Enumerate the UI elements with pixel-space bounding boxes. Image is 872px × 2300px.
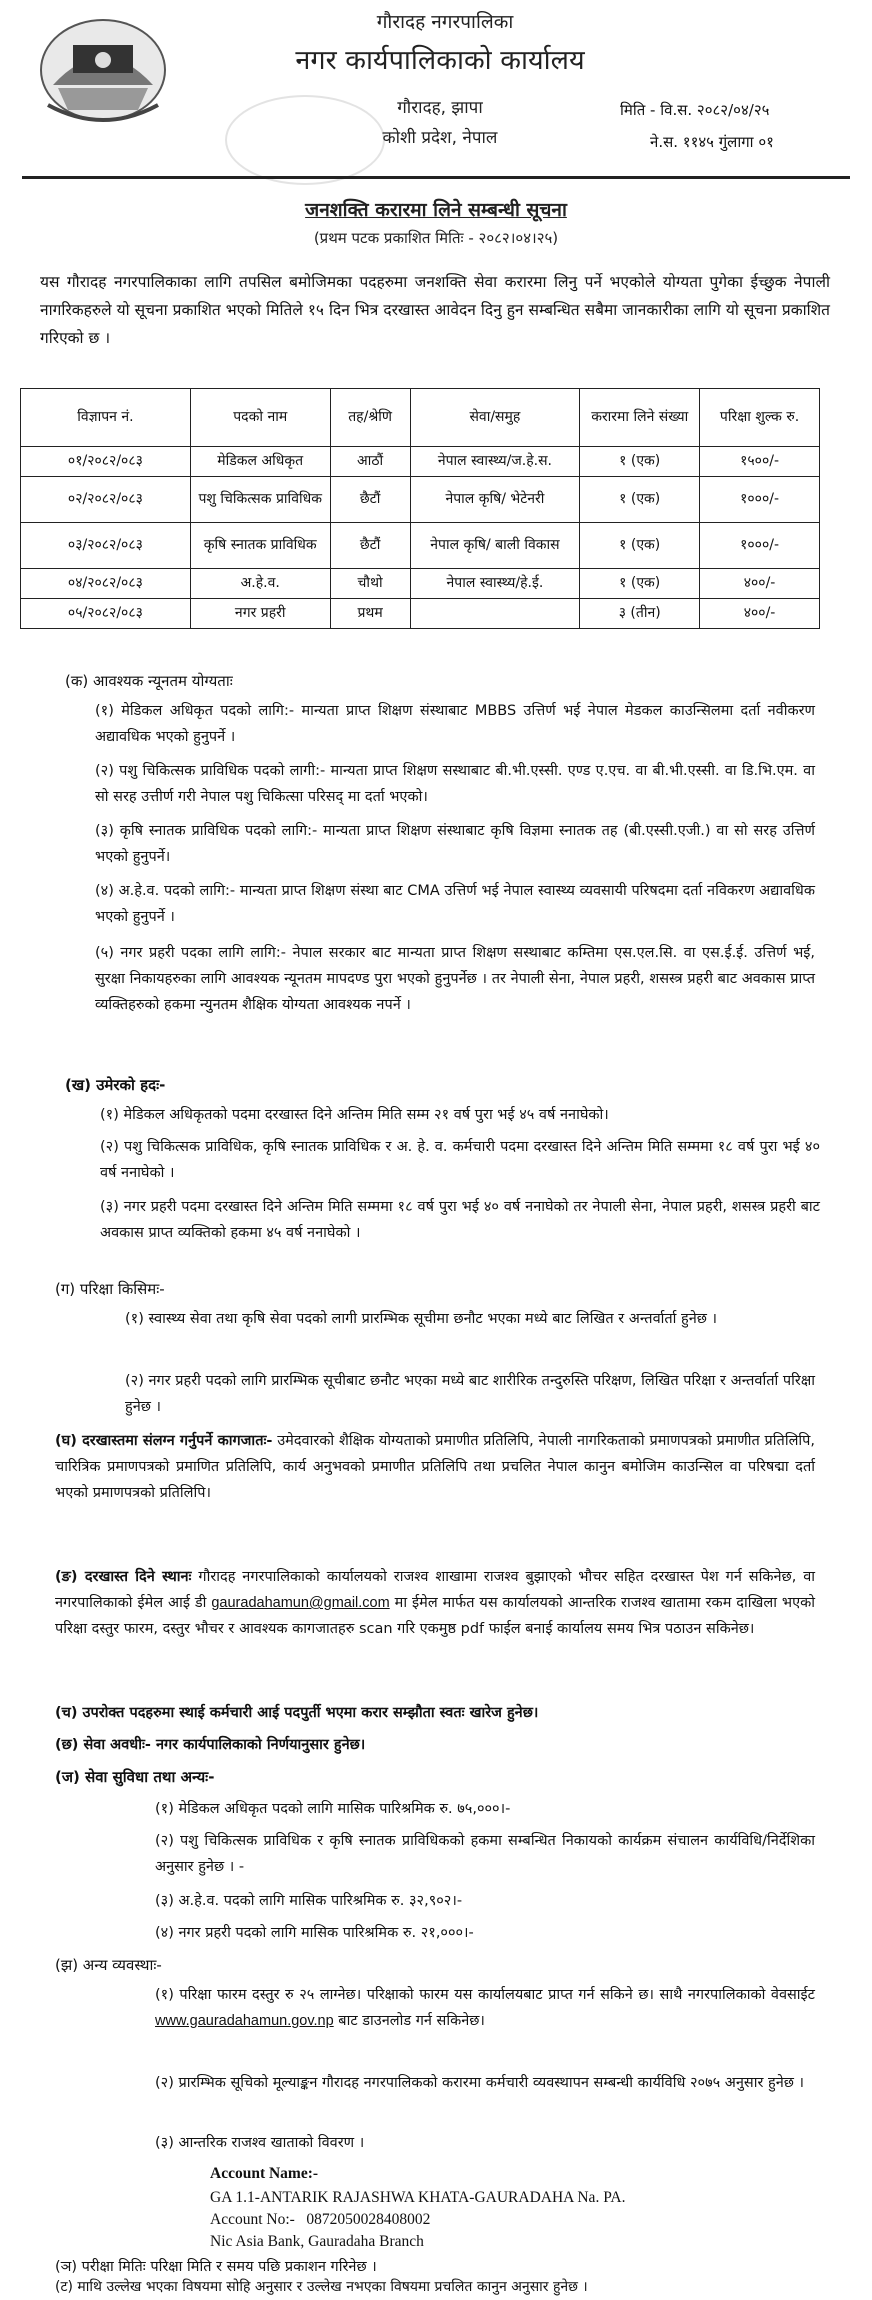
age-item: (१) मेडिकल अधिकृतको पदमा दरखास्त दिने अन्तिम मिति सम्म २१ वर्ष पुरा भई ४५ वर्ष ननाघेको। [100, 1107, 609, 1123]
table-cell: मेडिकल अधिकृत [190, 447, 330, 477]
table-header-row [21, 389, 820, 447]
emblem-logo [28, 10, 178, 140]
vacancy-table [20, 388, 820, 629]
qualification-item: (२) पशु चिकित्सक प्राविधिक पदको लागी:- मान्यता प्राप्त शिक्षण सस्थाबाट बी.भी.एस्सी. एण्ड ए.एच. वा बी.भी.एस्सी. वा डि.भि.एम. वा सो सरह उत्तीर्ण गरी नेपाल पशु चिकित्सा परिसद् मा दर्ता भएको। [95, 763, 815, 805]
table-cell: पशु चिकित्सक प्राविधिक [190, 477, 330, 523]
other-item-1-text-b: बाट डाउनलोड गर्न सकिनेछ। [338, 2013, 485, 2029]
header-divider [22, 176, 850, 179]
facility-item: (४) नगर प्रहरी पदको लागि मासिक पारिश्रमिक रु. २१,०००।- [155, 1925, 474, 1941]
table-cell: ३ (तीन) [580, 599, 700, 629]
documents-text: उमेदवारको शैक्षिक योग्यताको प्रमाणीत प्रतिलिपि, नेपाली नागरिकताको प्रमाणपत्रको प्रमाणीत प्रतिलिपि, चारित्रिक प्रमाणपत्रको प्रमाणित प्रतिलिपि, कार्य अनुभवको प्रमाणीत प्रतिलिपि तथा प्रचलित नेपाल कानुन बमोजिम काउन्सिल वा परिषद्मा दर्ता भएको प्रमाणपत्रको प्रतिलिपि। [55, 1433, 816, 1501]
table-cell: ०२/२०८२/०८३ [21, 477, 191, 523]
table-row [21, 599, 820, 629]
col-header: तह/श्रेणि [330, 389, 410, 447]
qualification-item: (५) नगर प्रहरी पदका लागि लागि:- नेपाल सरकार बाट मान्यता प्राप्त शिक्षण सस्थाबाट कम्तिमा एस.एल.सि. वा एस.ई.ई. उत्तिर्ण भई, सुरक्षा निकायहरुका लागि आवश्यक न्यूनतम मापदण्ड पुरा भएको हुनुपर्नेछ । तर नेपाली सेना, नेपाल प्रहरी, शसस्त्र प्रहरी बाट अवकास प्राप्त व्यक्तिहरुको हकमा न्युनतम शैक्षिक योग्यता आवश्यक नपर्ने । [95, 945, 815, 1013]
other-item-2: (२) प्रारम्भिक सूचिको मूल्याङ्कन गौरादह नगरपालिकको करारमा कर्मचारी व्यवस्थापन सम्बन्धी कार्यविधि २०७५ अनुसार हुनेछ । [155, 2075, 805, 2091]
table-row [21, 523, 820, 569]
misc-clause: (ट) माथि उल्लेख भएका विषयमा सोहि अनुसार र उल्लेख नभएका विषयमा प्रचलित कानुन अनुसार हुनेछ । [55, 2279, 588, 2295]
qualification-item: (४) अ.हे.व. पदको लागि:- मान्यता प्राप्त शिक्षण संस्था बाट CMA उत्तिर्ण भई नेपाल स्वास्थ्य व्यवसायी परिषदमा दर्ता नविकरण अद्यावधिक भएको हुनुपर्ने । [95, 883, 815, 925]
table-cell: १ (एक) [580, 447, 700, 477]
col-header: परिक्षा शुल्क रु. [700, 389, 820, 447]
exam-date-clause: (ञ) परीक्षा मितिः परिक्षा मिति र समय पछि प्रकाशन गरिनेछ । [55, 2259, 377, 2275]
table-cell: अ.हे.व. [190, 569, 330, 599]
table-row [21, 569, 820, 599]
qualification-item: (३) कृषि स्नातक प्राविधिक पदको लागि:- मान्यता प्राप्त शिक्षण संस्थाबाट कृषि विज्ञमा स्नातक तह (बी.एस्सी.एजी.) वा सो सरह उत्तिर्ण भएको हुनुपर्ने। [95, 823, 815, 865]
email-link[interactable]: gauradahamun@gmail.com [211, 1595, 390, 1611]
qualification-item: (१) मेडिकल अधिकृत पदको लागि:- मान्यता प्राप्त शिक्षण संस्थाबाट MBBS उत्तिर्ण भई नेपाल मेडकल काउन्सिलमा दर्ता नवीकरण अद्यावधिक भएको हुनुपर्ने । [95, 703, 815, 745]
age-heading: (ख) उमेरको हदः- [65, 1076, 166, 1094]
table-cell: १०००/- [700, 477, 820, 523]
table-cell: ०१/२०८२/०८३ [21, 447, 191, 477]
other-item-1 [155, 1982, 815, 2034]
letterhead [0, 0, 872, 185]
exam-heading: (ग) परिक्षा किसिमः- [55, 1280, 165, 1298]
table-cell: छैटौं [330, 477, 410, 523]
col-header: करारमा लिने संख्या [580, 389, 700, 447]
table-cell: ४००/- [700, 569, 820, 599]
address-city: गौरादह, झापा [397, 98, 483, 118]
table-cell: १०००/- [700, 523, 820, 569]
bank-name: Nic Asia Bank, Gauradaha Branch [210, 2233, 424, 2250]
table-cell: नेपाल कृषि/ बाली विकास [410, 523, 580, 569]
exam-item: (१) स्वास्थ्य सेवा तथा कृषि सेवा पदको लागी प्रारम्भिक सूचीमा छनौट भएका मध्ये बाट लिखित र अन्तर्वार्ता हुनेछ । [125, 1311, 718, 1327]
address-province: कोशी प्रदेश, नेपाल [382, 128, 498, 148]
table-cell: ०३/२०८२/०८३ [21, 523, 191, 569]
col-header: विज्ञापन नं. [21, 389, 191, 447]
contract-clause: (च) उपरोक्त पदहरुमा स्थाई कर्मचारी आई पदपुर्ती भएमा करार सम्झौता स्वतः खारेज हुनेछ। [55, 1705, 539, 1721]
other-item-3: (३) आन्तरिक राजश्व खाताको विवरण । [155, 2135, 365, 2151]
col-header: सेवा/समुह [410, 389, 580, 447]
submission-text-1: गौरादह नगरपालिकाको कार्यालयको राजश्व शाखामा राजश्व बुझाएको भौचर सहित दरखास्त पेश गर्न सकिनेछ, वा नगरपालिकाको ईमेल आई डी [55, 1569, 816, 1611]
table-cell: कृषि स्नातक प्राविधिक [190, 523, 330, 569]
table-cell: १५००/- [700, 447, 820, 477]
table-cell: चौथो [330, 569, 410, 599]
notice-subtitle: (प्रथम पटक प्रकाशित मितिः - २०८२।०४।२५) [313, 229, 559, 247]
table-cell: १ (एक) [580, 569, 700, 599]
submission-label: (ङ) दरखास्त दिने स्थानः [55, 1569, 192, 1585]
other-item-1-text-a: (१) परिक्षा फारम दस्तुर रु २५ लाग्नेछ। परिक्षाको फारम यस कार्यालयबाट प्राप्त गर्न सकिने छ। साथै नगरपालिकाको वेवसाईट [155, 1987, 815, 2003]
service-period-clause: (छ) सेवा अवधीः- नगर कार्यपालिकाको निर्णयानुसार हुनेछ। [55, 1737, 366, 1753]
table-cell [410, 599, 580, 629]
facility-item: (३) अ.हे.व. पदको लागि मासिक पारिश्रमिक रु. ३२,९०२।- [155, 1893, 463, 1909]
col-header: पदको नाम [190, 389, 330, 447]
submission-text-2: मा ईमेल मार्फत यस कार्यालयको आन्तरिक राजश्व खातामा रकम दाखिला भएको परिक्षा दस्तुर फारम, दस्तुर भौचर र आवश्यक कागजातहरु scan गरि एकमुष्ठ pdf फाईल बनाई कार्यालय समय भित्र पठाउन सकिनेछ। [55, 1595, 816, 1637]
other-heading: (झ) अन्य व्यवस्थाः- [55, 1956, 162, 1974]
table-row [21, 477, 820, 523]
table-cell: छैटौं [330, 523, 410, 569]
table-cell: ०५/२०८२/०८३ [21, 599, 191, 629]
facility-item: (२) पशु चिकित्सक प्राविधिक र कृषि स्नातक प्राविधिकको हकमा सम्बन्धित निकायको कार्यक्रम संचालन कार्यविधि/निर्देशिका अनुसार हुनेछ । - [155, 1833, 815, 1875]
office-name: नगर कार्यपालिकाको कार्यालय [295, 45, 585, 76]
qualifications-heading: (क) आवश्यक न्यूनतम योग्यताः [65, 672, 233, 690]
notice-date: मिति - वि.स. २०८२/०४/२५ [620, 101, 770, 119]
documents-label: (घ) दरखास्तमा संलग्न गर्नुपर्ने कागजातः- [55, 1433, 273, 1449]
table-cell: नेपाल स्वास्थ्य/हे.ई. [410, 569, 580, 599]
exam-item: (२) नगर प्रहरी पदको लागि प्रारम्भिक सूचीबाट छनौट भएका मध्ये बाट शारीरिक तन्दुरुस्ति परिक्षण, लिखित परिक्षा र अन्तर्वार्ता परिक्षा हुनेछ । [125, 1373, 815, 1415]
table-cell: ०४/२०८२/०८३ [21, 569, 191, 599]
table-cell: ४००/- [700, 599, 820, 629]
account-name: GA 1.1-ANTARIK RAJASHWA KHATA-GAURADAHA Na. PA. [210, 2189, 626, 2206]
table-cell: १ (एक) [580, 477, 700, 523]
notice-title: जनशक्ति करारमा लिने सम्बन्धी सूचना [305, 199, 567, 221]
table-cell: नगर प्रहरी [190, 599, 330, 629]
table-cell: नेपाल कृषि/ भेटेनरी [410, 477, 580, 523]
account-number: Account No:- 0872050028408002 [210, 2211, 431, 2228]
documents-section [55, 1428, 815, 1506]
table-cell: नेपाल स्वास्थ्य/ज.हे.स. [410, 447, 580, 477]
facilities-heading: (ज) सेवा सुविधा तथा अन्यः- [55, 1768, 215, 1786]
notice-intro: यस गौरादह नगरपालिकाका लागि तपसिल बमोजिमका पदहरुमा जनशक्ति सेवा करारमा लिनु पर्ने भएकोले योग्यता पुगेका ईच्छुक नेपाली नागरिकहरुले यो सूचना प्रकाशित भएको मितिले १५ दिन भित्र दरखास्त आवेदन दिनु हुन सम्बन्धित सबैमा जानकारीका लागि यो सूचना प्रकाशित गरिएको छ । [40, 273, 830, 347]
website-link[interactable]: www.gauradahamun.gov.np [155, 2013, 334, 2029]
facility-item: (१) मेडिकल अधिकृत पदको लागि मासिक पारिश्रमिक रु. ७५,०००।- [155, 1801, 511, 1817]
table-cell: १ (एक) [580, 523, 700, 569]
submission-section [55, 1564, 815, 1642]
municipality-name: गौरादह नगरपालिका [376, 11, 514, 33]
age-item: (२) पशु चिकित्सक प्राविधिक, कृषि स्नातक प्राविधिक र अ. हे. व. कर्मचारी पदमा दरखास्त दिने अन्तिम मिति सम्ममा १८ वर्ष पुरा भई ४० वर्ष ननाघेको । [100, 1139, 820, 1181]
nepal-era-date: ने.स. ११४५ गुंलागा ०१ [650, 133, 774, 151]
account-heading: Account Name:- [210, 2165, 319, 2182]
table-cell: आठौं [330, 447, 410, 477]
age-item: (३) नगर प्रहरी पदमा दरखास्त दिने अन्तिम मिति सम्ममा १८ वर्ष पुरा भई ४० वर्ष ननाघेको तर नेपाली सेना, नेपाल प्रहरी, शसस्त्र प्रहरी बाट अवकास प्राप्त व्यक्तिको हकमा ४५ वर्ष ननाघेको । [100, 1199, 820, 1241]
table-row [21, 447, 820, 477]
table-cell: प्रथम [330, 599, 410, 629]
